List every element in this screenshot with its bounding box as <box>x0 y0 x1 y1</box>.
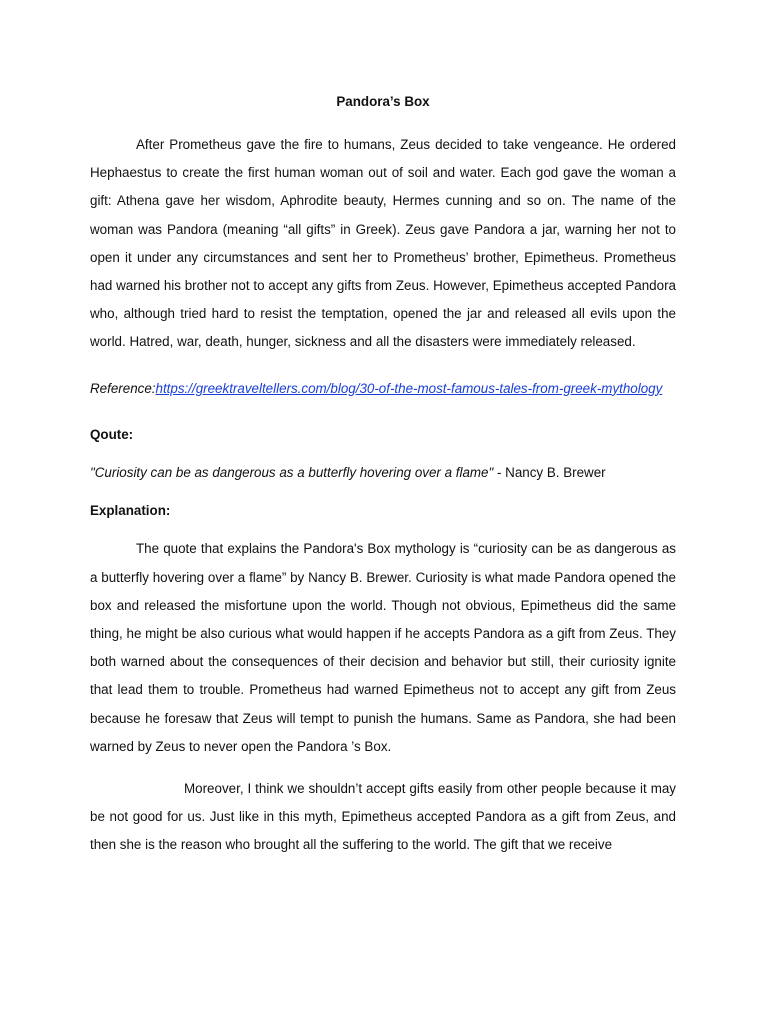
reference-line <box>90 375 676 403</box>
paragraph-myth-summary: After Prometheus gave the fire to humans, Zeus decided to take vengeance. He ordered Hephaestus to create the first human woman out of soil and water. Each god gave the woman a gift: Athena gave her wisdom, Aphrodite beauty, Hermes cunning and so on. The name of the woman was Pandora (meaning “all gifts” in Greek). Zeus gave Pandora a jar, warning her not to open it under any circumstances and sent her to Prometheus’ brother, Epimetheus. Prometheus had warned his brother not to accept any gifts from Zeus. However, Epimetheus accepted Pandora who, although tried hard to resist the temptation, opened the jar and released all evils upon the world. Hatred, war, death, hunger, sickness and all the disasters were immediately released. <box>90 137 676 350</box>
reference-link[interactable]: https://greektraveltellers.com/blog/30-of-the-most-famous-tales-from-greek-mythology <box>155 380 663 396</box>
paragraph-moreover: Moreover, I think we shouldn’t accept gifts easily from other people because it may be not good for us. Just like in this myth, Epimetheus accepted Pandora as a gift from Zeus, and then she is the reason who brought all the suffering to the world. The gift that we receive <box>90 781 676 853</box>
document-title: Pandora’s Box <box>336 94 430 109</box>
quote-heading: Qoute: <box>90 426 134 442</box>
quote-line <box>90 459 676 487</box>
reference-label: Reference: <box>90 380 156 396</box>
explanation-heading: Explanation: <box>90 503 171 519</box>
quote-author: - Nancy B. Brewer <box>493 465 606 481</box>
document-body <box>90 92 676 860</box>
quote-text: "Curiosity can be as dangerous as a butterfly hovering over a flame" <box>90 465 494 481</box>
paragraph-explanation: The quote that explains the Pandora's Box mythology is “curiosity can be as dangerous as a butterfly hovering over a flame” by Nancy B. Brewer. Curiosity is what made Pandora opened the box and released the misfortune upon the world. Though not obvious, Epimetheus did the same thing, he might be also curious what would happen if he accepts Pandora as a gift from Zeus. They both warned about the consequences of their decision and behavior but still, their curiosity ignite that lead them to trouble. Prometheus had warned Epimetheus not to accept any gift from Zeus because he foresaw that Zeus will tempt to punish the humans. Same as Pandora, she had been warned by Zeus to never open the Pandora ’s Box. <box>90 541 676 754</box>
